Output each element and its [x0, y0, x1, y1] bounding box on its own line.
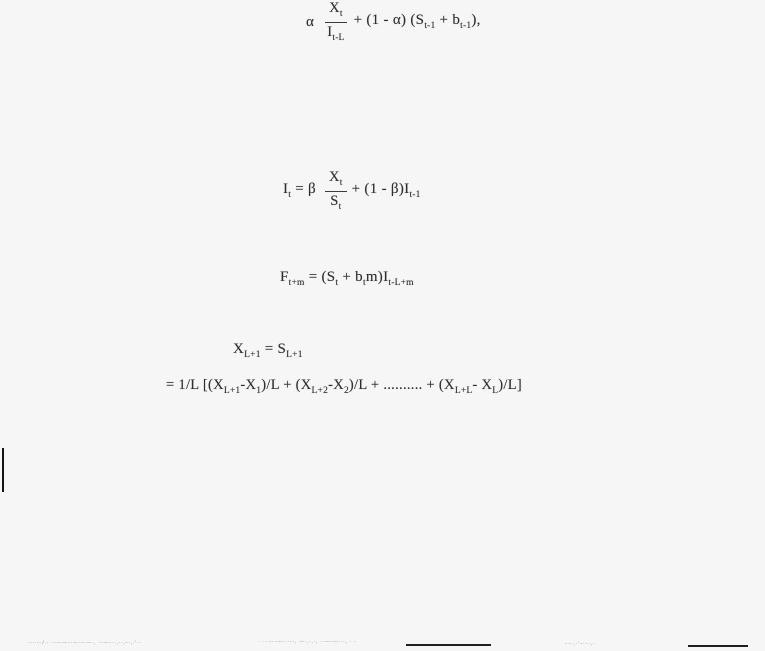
alpha-coefficient: α — [306, 13, 319, 30]
subscript: t — [335, 278, 339, 289]
text-segment: F — [280, 269, 289, 286]
text-segment: = 1/L [(X — [166, 377, 224, 394]
denominator-base: S — [330, 193, 339, 209]
subscript: L+1 — [244, 350, 261, 361]
formula-body — [280, 269, 414, 289]
illegible-scan-artifact-left: ·‑··–·/.· ·–——–·—·–·—·‚ ·–—–··‚··‚–·‚·’·· — [28, 640, 142, 646]
numerator-base: X — [329, 0, 340, 16]
text-segment: + b — [338, 269, 363, 286]
subscript: L+1 — [286, 350, 303, 361]
formula-seasonal-smoothing — [283, 169, 421, 213]
numerator-subscript: t — [339, 177, 343, 188]
subscript: 1 — [256, 386, 262, 397]
subscript: L+L — [454, 386, 473, 397]
text-segment: X — [233, 341, 245, 358]
text-segment: + b — [435, 12, 461, 29]
formula-lead — [283, 181, 320, 201]
subscript: t — [362, 278, 366, 289]
fraction-denominator — [323, 23, 348, 43]
formula-initial-identity — [233, 341, 303, 361]
text-segment: m)I — [365, 269, 389, 286]
fraction-denominator — [326, 192, 345, 212]
subscript: t-1 — [424, 21, 436, 32]
subscript: t-L+m — [388, 278, 414, 289]
subscript: L+2 — [311, 386, 329, 397]
fraction-xt-over-st — [325, 170, 347, 213]
subscript: t+m — [288, 278, 305, 289]
text-segment: - X — [472, 377, 493, 394]
formula-overall-smoothing — [306, 0, 481, 44]
text-segment: = β — [291, 181, 320, 198]
fraction-xt-over-itL — [323, 1, 348, 44]
text-segment: -X — [328, 377, 344, 394]
subscript: L — [492, 386, 499, 397]
subscript: t-1 — [409, 190, 421, 201]
text-segment: -X — [240, 377, 257, 394]
numerator-base: X — [328, 168, 340, 185]
text-segment: )/L + (X — [261, 377, 312, 394]
formula-tail — [352, 181, 421, 201]
text-segment: + (1 - β)I — [351, 181, 410, 198]
subscript: t — [288, 190, 292, 201]
left-margin-scan-line — [2, 448, 4, 492]
fraction-numerator — [325, 1, 347, 23]
text-segment: = S — [260, 341, 287, 358]
scan-rule-middle — [406, 644, 491, 646]
scan-rule-right — [688, 645, 748, 647]
text-segment: )/L] — [498, 377, 522, 394]
text-segment: ), — [471, 12, 481, 29]
formula-body — [166, 377, 522, 396]
subscript: L+1 — [223, 386, 241, 397]
text-segment: )/L + .......... + (X — [348, 377, 455, 394]
numerator-subscript: t — [339, 8, 343, 19]
text-segment: I — [283, 181, 289, 198]
text-segment: = (S — [304, 269, 336, 286]
illegible-scan-artifact-right: ––·‚·’–·–·‚· — [565, 641, 595, 647]
formula-tail — [354, 12, 481, 32]
formula-initial-trend — [166, 375, 522, 399]
text-segment: + (1 - α) (S — [353, 12, 425, 29]
fraction-numerator — [325, 170, 347, 192]
subscript: 2 — [343, 386, 349, 397]
denominator-subscript: t-L — [332, 32, 345, 43]
illegible-scan-artifact-middle: · ···–·–—···–·‚ —·‚·‚·‚ ··—–—···‚ · · — [258, 639, 357, 645]
denominator-base: I — [327, 24, 333, 40]
formula-body — [233, 341, 303, 361]
subscript: t-1 — [460, 21, 472, 32]
formula-forecast — [280, 266, 414, 292]
denominator-subscript: t — [338, 201, 342, 212]
